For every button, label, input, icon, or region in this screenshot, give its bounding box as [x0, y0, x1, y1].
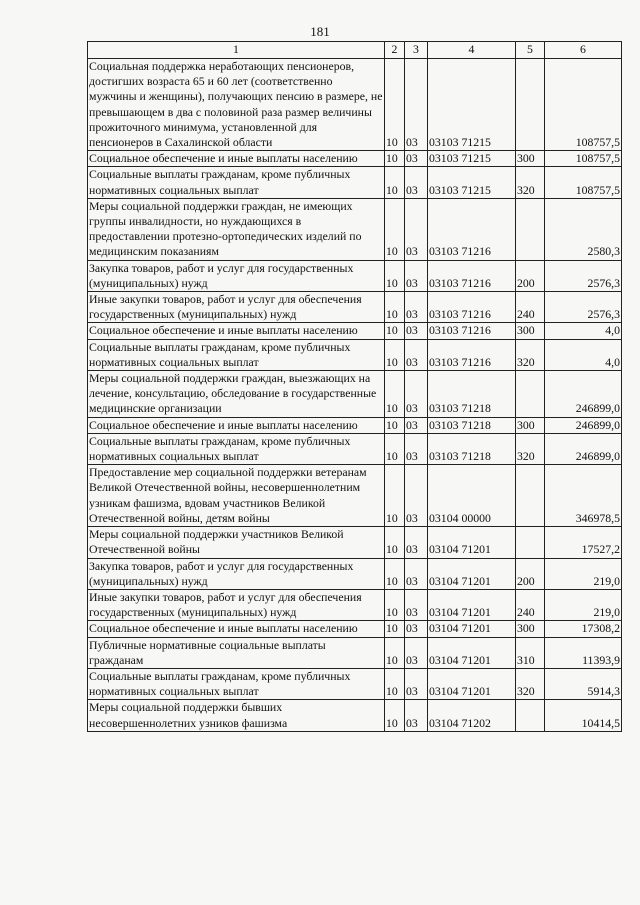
expense-type-code: 320 [516, 668, 545, 699]
subsection-code: 03 [405, 621, 428, 637]
table-row [88, 433, 622, 464]
target-article-code: 03104 71202 [428, 700, 516, 731]
row-name: Социальные выплаты гражданам, кроме публичных нормативных социальных выплат [88, 167, 385, 198]
table-row [88, 637, 622, 668]
column-header: 6 [545, 42, 622, 59]
amount: 108757,5 [545, 151, 622, 167]
table-row [88, 198, 622, 260]
subsection-code: 03 [405, 59, 428, 151]
expense-type-code: 300 [516, 151, 545, 167]
amount: 346978,5 [545, 465, 622, 527]
target-article-code: 03103 71218 [428, 433, 516, 464]
subsection-code: 03 [405, 417, 428, 433]
expense-type-code: 320 [516, 339, 545, 370]
amount: 11393,9 [545, 637, 622, 668]
subsection-code: 03 [405, 589, 428, 620]
row-name: Социальные выплаты гражданам, кроме публичных нормативных социальных выплат [88, 433, 385, 464]
amount: 4,0 [545, 339, 622, 370]
section-code: 10 [385, 371, 405, 418]
amount: 246899,0 [545, 433, 622, 464]
row-name: Меры социальной поддержки бывших несовершеннолетних узников фашизма [88, 700, 385, 731]
subsection-code: 03 [405, 637, 428, 668]
column-header: 1 [88, 42, 385, 59]
amount: 219,0 [545, 589, 622, 620]
row-name: Социальное обеспечение и иные выплаты населению [88, 417, 385, 433]
table-row [88, 417, 622, 433]
row-name: Публичные нормативные социальные выплаты гражданам [88, 637, 385, 668]
expense-type-code: 320 [516, 167, 545, 198]
section-code: 10 [385, 323, 405, 339]
section-code: 10 [385, 433, 405, 464]
row-name: Меры социальной поддержки граждан, не имеющих группы инвалидности, но нуждающихся в предоставлении протезно-ортопедических изделий по медицинским показаниям [88, 198, 385, 260]
table-body [88, 59, 622, 732]
row-name: Социальное обеспечение и иные выплаты населению [88, 323, 385, 339]
target-article-code: 03104 71201 [428, 637, 516, 668]
subsection-code: 03 [405, 323, 428, 339]
expense-type-code: 200 [516, 260, 545, 291]
row-name: Меры социальной поддержки участников Великой Отечественной войны [88, 527, 385, 558]
subsection-code: 03 [405, 465, 428, 527]
row-name: Меры социальной поддержки граждан, выезжающих на лечение, консультацию, обследование в государственные медицинские организации [88, 371, 385, 418]
subsection-code: 03 [405, 700, 428, 731]
target-article-code: 03103 71218 [428, 417, 516, 433]
target-article-code: 03103 71216 [428, 260, 516, 291]
subsection-code: 03 [405, 527, 428, 558]
row-name: Закупка товаров, работ и услуг для государственных (муниципальных) нужд [88, 558, 385, 589]
expense-type-code [516, 371, 545, 418]
amount: 10414,5 [545, 700, 622, 731]
target-article-code: 03103 71215 [428, 167, 516, 198]
subsection-code: 03 [405, 198, 428, 260]
target-article-code: 03104 00000 [428, 465, 516, 527]
row-name: Социальные выплаты гражданам, кроме публичных нормативных социальных выплат [88, 668, 385, 699]
section-code: 10 [385, 417, 405, 433]
expense-type-code [516, 700, 545, 731]
amount: 2576,3 [545, 292, 622, 323]
page-number: 181 [310, 24, 330, 39]
amount: 17308,2 [545, 621, 622, 637]
target-article-code: 03103 71216 [428, 339, 516, 370]
section-code: 10 [385, 558, 405, 589]
row-name: Социальное обеспечение и иные выплаты населению [88, 621, 385, 637]
budget-table [87, 41, 622, 732]
column-header: 4 [428, 42, 516, 59]
row-name: Предоставление мер социальной поддержки ветеранам Великой Отечественной войны, несовершеннолетним узникам фашизма, вдовам участников Великой Отечественной войны, детям войны [88, 465, 385, 527]
expense-type-code: 240 [516, 292, 545, 323]
target-article-code: 03104 71201 [428, 621, 516, 637]
table-row [88, 323, 622, 339]
table-row [88, 151, 622, 167]
amount: 5914,3 [545, 668, 622, 699]
section-code: 10 [385, 167, 405, 198]
section-code: 10 [385, 465, 405, 527]
expense-type-code [516, 527, 545, 558]
table-header-row [88, 42, 622, 59]
subsection-code: 03 [405, 339, 428, 370]
section-code: 10 [385, 151, 405, 167]
table-row [88, 589, 622, 620]
subsection-code: 03 [405, 558, 428, 589]
section-code: 10 [385, 339, 405, 370]
target-article-code: 03104 71201 [428, 527, 516, 558]
section-code: 10 [385, 700, 405, 731]
section-code: 10 [385, 621, 405, 637]
row-name: Социальное обеспечение и иные выплаты населению [88, 151, 385, 167]
section-code: 10 [385, 527, 405, 558]
table-row [88, 292, 622, 323]
expense-type-code: 310 [516, 637, 545, 668]
expense-type-code: 300 [516, 621, 545, 637]
target-article-code: 03103 71215 [428, 59, 516, 151]
subsection-code: 03 [405, 167, 428, 198]
subsection-code: 03 [405, 151, 428, 167]
section-code: 10 [385, 59, 405, 151]
section-code: 10 [385, 637, 405, 668]
column-header: 3 [405, 42, 428, 59]
section-code: 10 [385, 198, 405, 260]
table-row [88, 167, 622, 198]
table-row [88, 527, 622, 558]
table-row [88, 668, 622, 699]
section-code: 10 [385, 292, 405, 323]
row-name: Социальная поддержка неработающих пенсионеров, достигших возраста 65 и 60 лет (соответственно мужчины и женщины), получающих пенсию в размере, не превышающем в два с половиной раза размер величины прожиточного минимума, установленной для пенсионеров в Сахалинской области [88, 59, 385, 151]
amount: 246899,0 [545, 371, 622, 418]
target-article-code: 03103 71216 [428, 292, 516, 323]
target-article-code: 03104 71201 [428, 589, 516, 620]
expense-type-code: 300 [516, 323, 545, 339]
subsection-code: 03 [405, 260, 428, 291]
expense-type-code [516, 59, 545, 151]
expense-type-code [516, 465, 545, 527]
amount: 108757,5 [545, 59, 622, 151]
section-code: 10 [385, 668, 405, 699]
table-row [88, 371, 622, 418]
target-article-code: 03104 71201 [428, 668, 516, 699]
table-row [88, 621, 622, 637]
section-code: 10 [385, 260, 405, 291]
subsection-code: 03 [405, 433, 428, 464]
target-article-code: 03104 71201 [428, 558, 516, 589]
expense-type-code: 300 [516, 417, 545, 433]
row-name: Иные закупки товаров, работ и услуг для обеспечения государственных (муниципальных) нужд [88, 292, 385, 323]
expense-type-code: 240 [516, 589, 545, 620]
table-row [88, 465, 622, 527]
expense-type-code [516, 198, 545, 260]
subsection-code: 03 [405, 371, 428, 418]
target-article-code: 03103 71216 [428, 198, 516, 260]
amount: 246899,0 [545, 417, 622, 433]
amount: 2576,3 [545, 260, 622, 291]
amount: 4,0 [545, 323, 622, 339]
section-code: 10 [385, 589, 405, 620]
amount: 108757,5 [545, 167, 622, 198]
column-header: 5 [516, 42, 545, 59]
table-row [88, 558, 622, 589]
row-name: Закупка товаров, работ и услуг для государственных (муниципальных) нужд [88, 260, 385, 291]
row-name: Социальные выплаты гражданам, кроме публичных нормативных социальных выплат [88, 339, 385, 370]
target-article-code: 03103 71218 [428, 371, 516, 418]
target-article-code: 03103 71216 [428, 323, 516, 339]
table-row [88, 339, 622, 370]
row-name: Иные закупки товаров, работ и услуг для обеспечения государственных (муниципальных) нужд [88, 589, 385, 620]
amount: 2580,3 [545, 198, 622, 260]
amount: 17527,2 [545, 527, 622, 558]
table-row [88, 700, 622, 731]
subsection-code: 03 [405, 292, 428, 323]
expense-type-code: 200 [516, 558, 545, 589]
amount: 219,0 [545, 558, 622, 589]
subsection-code: 03 [405, 668, 428, 699]
table-row [88, 59, 622, 151]
target-article-code: 03103 71215 [428, 151, 516, 167]
expense-type-code: 320 [516, 433, 545, 464]
table-row [88, 260, 622, 291]
column-header: 2 [385, 42, 405, 59]
